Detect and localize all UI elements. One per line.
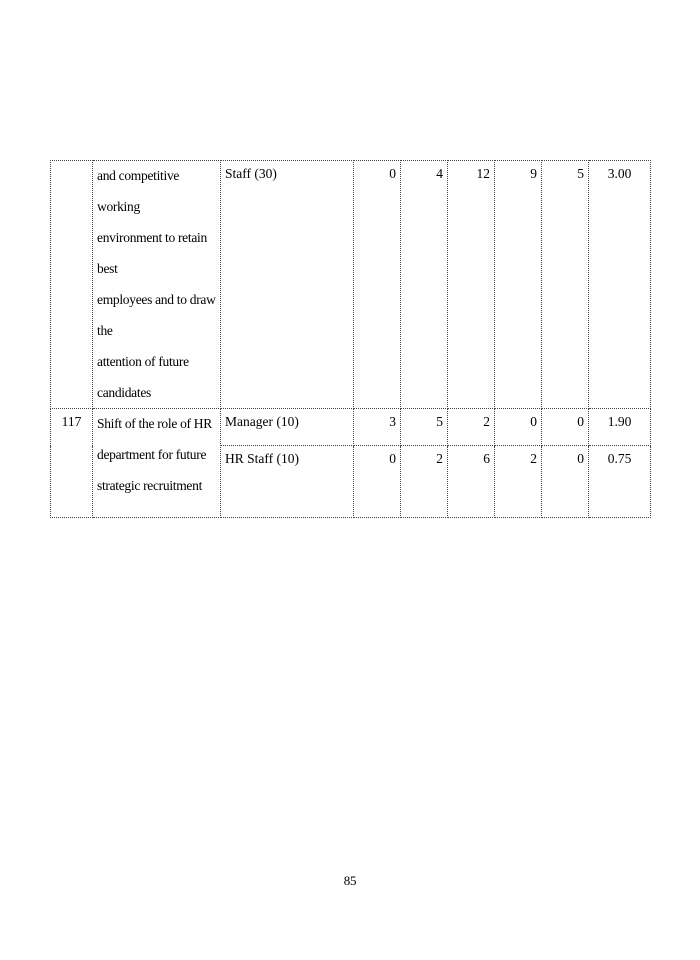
description-line: strategic recruitment (97, 478, 203, 493)
value: 3 (389, 414, 396, 429)
description-line: environment to retain best (97, 230, 207, 276)
value-cell (448, 446, 495, 518)
description-text (93, 155, 220, 408)
value: 12 (476, 166, 490, 181)
category-label: Manager (10) (225, 414, 299, 429)
average-cell (589, 161, 651, 409)
value-cell (354, 161, 401, 409)
value-cell (448, 409, 495, 446)
table-row (51, 161, 651, 409)
description-cell (93, 409, 221, 518)
value: 5 (577, 166, 584, 181)
description-line: candidates (97, 385, 151, 400)
average-cell (589, 409, 651, 446)
average-value: 1.90 (607, 414, 632, 429)
value: 9 (530, 166, 537, 181)
value: 5 (436, 414, 443, 429)
value: 0 (577, 414, 584, 429)
item-number: 117 (61, 414, 82, 429)
value-cell (542, 161, 589, 409)
value-cell (495, 161, 542, 409)
value: 4 (436, 166, 443, 181)
description-cell (93, 161, 221, 409)
average-value: 3.00 (607, 166, 632, 181)
category-label: HR Staff (10) (225, 451, 299, 466)
category-cell (221, 446, 354, 518)
value-cell (354, 409, 401, 446)
value-cell (401, 409, 448, 446)
item-number-cell (51, 161, 93, 409)
value-cell (354, 446, 401, 518)
value: 2 (530, 451, 537, 466)
category-cell (221, 409, 354, 446)
value: 0 (389, 166, 396, 181)
category-label: Staff (30) (225, 166, 277, 181)
item-number-cell (51, 409, 93, 518)
value-cell (401, 161, 448, 409)
description-line: department for future (97, 447, 207, 462)
page-number: 85 (343, 873, 357, 888)
description-line: employees and to draw the (97, 292, 216, 338)
item-number (51, 161, 92, 167)
value-cell (495, 446, 542, 518)
description-line: attention of future (97, 354, 189, 369)
value: 2 (436, 451, 443, 466)
data-table (50, 160, 651, 518)
description-text (93, 403, 220, 501)
value: 0 (389, 451, 396, 466)
value: 6 (483, 451, 490, 466)
value-cell (495, 409, 542, 446)
table-row (51, 409, 651, 446)
category-cell (221, 161, 354, 409)
value: 2 (483, 414, 490, 429)
value-cell (448, 161, 495, 409)
value-cell (401, 446, 448, 518)
value-cell (542, 409, 589, 446)
description-line: and competitive working (97, 168, 180, 214)
average-cell (589, 446, 651, 518)
value: 0 (577, 451, 584, 466)
value-cell (542, 446, 589, 518)
description-line: Shift of the role of HR (97, 416, 212, 431)
value: 0 (530, 414, 537, 429)
average-value: 0.75 (607, 451, 632, 466)
